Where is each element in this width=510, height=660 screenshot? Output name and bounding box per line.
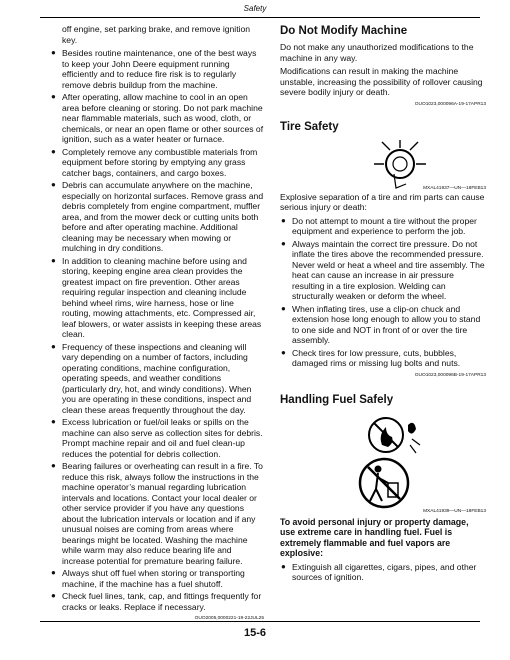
list-item: ● Check fuel lines, tank, cap, and fittings frequently for cracks or leaks. Replace if necessary. (51, 591, 262, 612)
bullet-icon: ● (51, 591, 56, 600)
section-spacer (280, 108, 486, 120)
fuel-warning: To avoid personal injury or property damage, use extreme care in handling fuel. Fuel is extremely flammable and fuel vapors are explosive: (280, 516, 469, 558)
list-item: ● In addition to cleaning machine before using and storing, keeping engine area clean provides the greatest impact on fire prevention. Other areas requiring regular inspection and cleaning include behind wheel rims, wire harness, hose or line routing, mowing attachments, etc. Compressed air, leaf blowers, or water assists in keeping these areas clean. (51, 255, 262, 339)
list-item: ● Excess lubrication or fuel/oil leaks or spills on the machine can also serve as collection sites for debris. Prompt machine repair and oil and fuel clean-up reduces the potential for debris collection. (51, 417, 263, 459)
tire-explosion-figure (280, 138, 486, 192)
list-item: ● Besides routine maintenance, one of the best ways to keep your John Deere equipment running efficiently and to reduce fire risk is to regularly remove debris buildup from the machine. (51, 48, 257, 90)
bullet-icon: ● (51, 341, 56, 351)
modify-paragraph-1: Do not make any unauthorized modifications to the machine in any way. (280, 42, 474, 63)
bullet-icon: ● (51, 48, 56, 57)
bullet-icon: ● (51, 92, 56, 101)
section-title-fuel: Handling Fuel Safely (280, 393, 394, 406)
list-item: ● When inflating tires, use a clip-on chuck and extension hose long enough to allow you to stand to one side and NOT in front of or over the tire assembly. (281, 303, 481, 345)
section-spacer (280, 379, 486, 393)
modify-paragraph-2: Modifications can result in making the machine unstable, increasing the possibility of rollover causing severe bodily injury or death. (280, 66, 483, 97)
continued-text: off engine, set parking brake, and remove ignition key. (62, 24, 251, 45)
bullet-icon: ● (51, 417, 56, 426)
reference-code: OUO1023,000096B-19-17APR13 (414, 372, 486, 378)
bullet-icon: ● (281, 238, 286, 248)
right-column (280, 24, 486, 585)
fuel-hazard-illustration (280, 411, 486, 515)
bullet-icon: ● (281, 347, 286, 357)
bullet-icon: ● (51, 255, 56, 265)
list-item: ● Debris can accumulate anywhere on the machine, especially on horizontal surfaces. Remove grass and debris completely from engine compartment, muffler area, and from the mower deck or cutting units both before and after operating machine. Additional cleaning may be necessary when mowing or mulching in dry conditions. (51, 180, 264, 253)
list-item: ● Extinguish all cigarettes, cigars, pipes, and other sources of ignition. (281, 561, 477, 582)
list-item: ● Completely remove any combustible materials from equipment before storing by emptying any grass catcher bags, containers, and cargo boxes. (51, 146, 258, 178)
list-item: ● Frequency of these inspections and cleaning will vary depending on a number of factors, including operating conditions, machine configuration, operating speeds, and weather conditions (particularly dry, hot, and windy conditions). When you are operating in these conditions, inspect and clean these areas frequently throughout the day. (51, 341, 252, 415)
bullet-icon: ● (51, 568, 56, 577)
bullet-icon: ● (51, 461, 56, 470)
bullet-icon: ● (281, 303, 286, 313)
list-item: ● Bearing failures or overheating can result in a fire. To reduce this risk, always follow the instructions in the machine operator’s manual regarding lubrication intervals and locations. Contact your local dealer or other service provider if you have any questions about the lubrication intervals or location and if any unusual noises are coming from areas where bearings might be located. Washing the machine while warm may also reduce bearing life and increase potential for premature bearing failure. (51, 461, 263, 566)
reference-code: OUO2005,0000221-19-22JUL25 (194, 616, 264, 621)
list-item: ● After operating, allow machine to cool in an open area before cleaning or storing. Do not park machine near flammable materials, such as wood, cloth, or chemicals, or near an open flame or other sources of ignition, such as a water heater or furnace. (51, 92, 264, 144)
fuel-hazard-figure (280, 411, 486, 515)
page-number: 15-6 (243, 627, 267, 639)
figure-caption: MXAL41939—UN—18FEB13 (423, 508, 486, 514)
bullet-icon: ● (281, 215, 286, 225)
figure-caption: MXAL41937—UN—18FEB13 (423, 185, 486, 191)
footer-divider (40, 621, 480, 622)
tire-safety-list (280, 216, 486, 369)
header-divider (40, 17, 480, 18)
left-column (50, 24, 264, 622)
section-title-modify: Do Not Modify Machine (280, 25, 408, 37)
fuel-safety-list (280, 562, 486, 583)
reference-code: OUO1023,000096A-19-17APR13 (414, 101, 486, 107)
section-title-tire: Tire Safety (280, 120, 339, 133)
tire-explosion-illustration (280, 138, 486, 192)
list-item: ● Do not attempt to mount a tire without the proper equipment and experience to perform the job. (281, 215, 477, 236)
bullet-icon: ● (51, 180, 56, 189)
list-item: ● Always maintain the correct tire pressure. Do not inflate the tires above the recommended pressure. Never weld or heat a wheel and tire assembly. The heat can cause an increase in air pressure resulting in a tire explosion. Welding can structurally weaken or deform the wheel. (281, 238, 485, 301)
bullet-icon: ● (281, 561, 286, 571)
page-header-title: Safety (243, 4, 267, 13)
list-item: ● Always shut off fuel when storing or transporting machine, if the machine has a fuel shutoff. (51, 568, 245, 589)
list-item: ● Check tires for low pressure, cuts, bubbles, damaged rims or missing lug bolts and nuts. (281, 347, 461, 368)
fire-prevention-list (50, 48, 264, 612)
bullet-icon: ● (51, 146, 56, 156)
tire-intro: Explosive separation of a tire and rim parts can cause serious injury or death: (280, 191, 485, 212)
